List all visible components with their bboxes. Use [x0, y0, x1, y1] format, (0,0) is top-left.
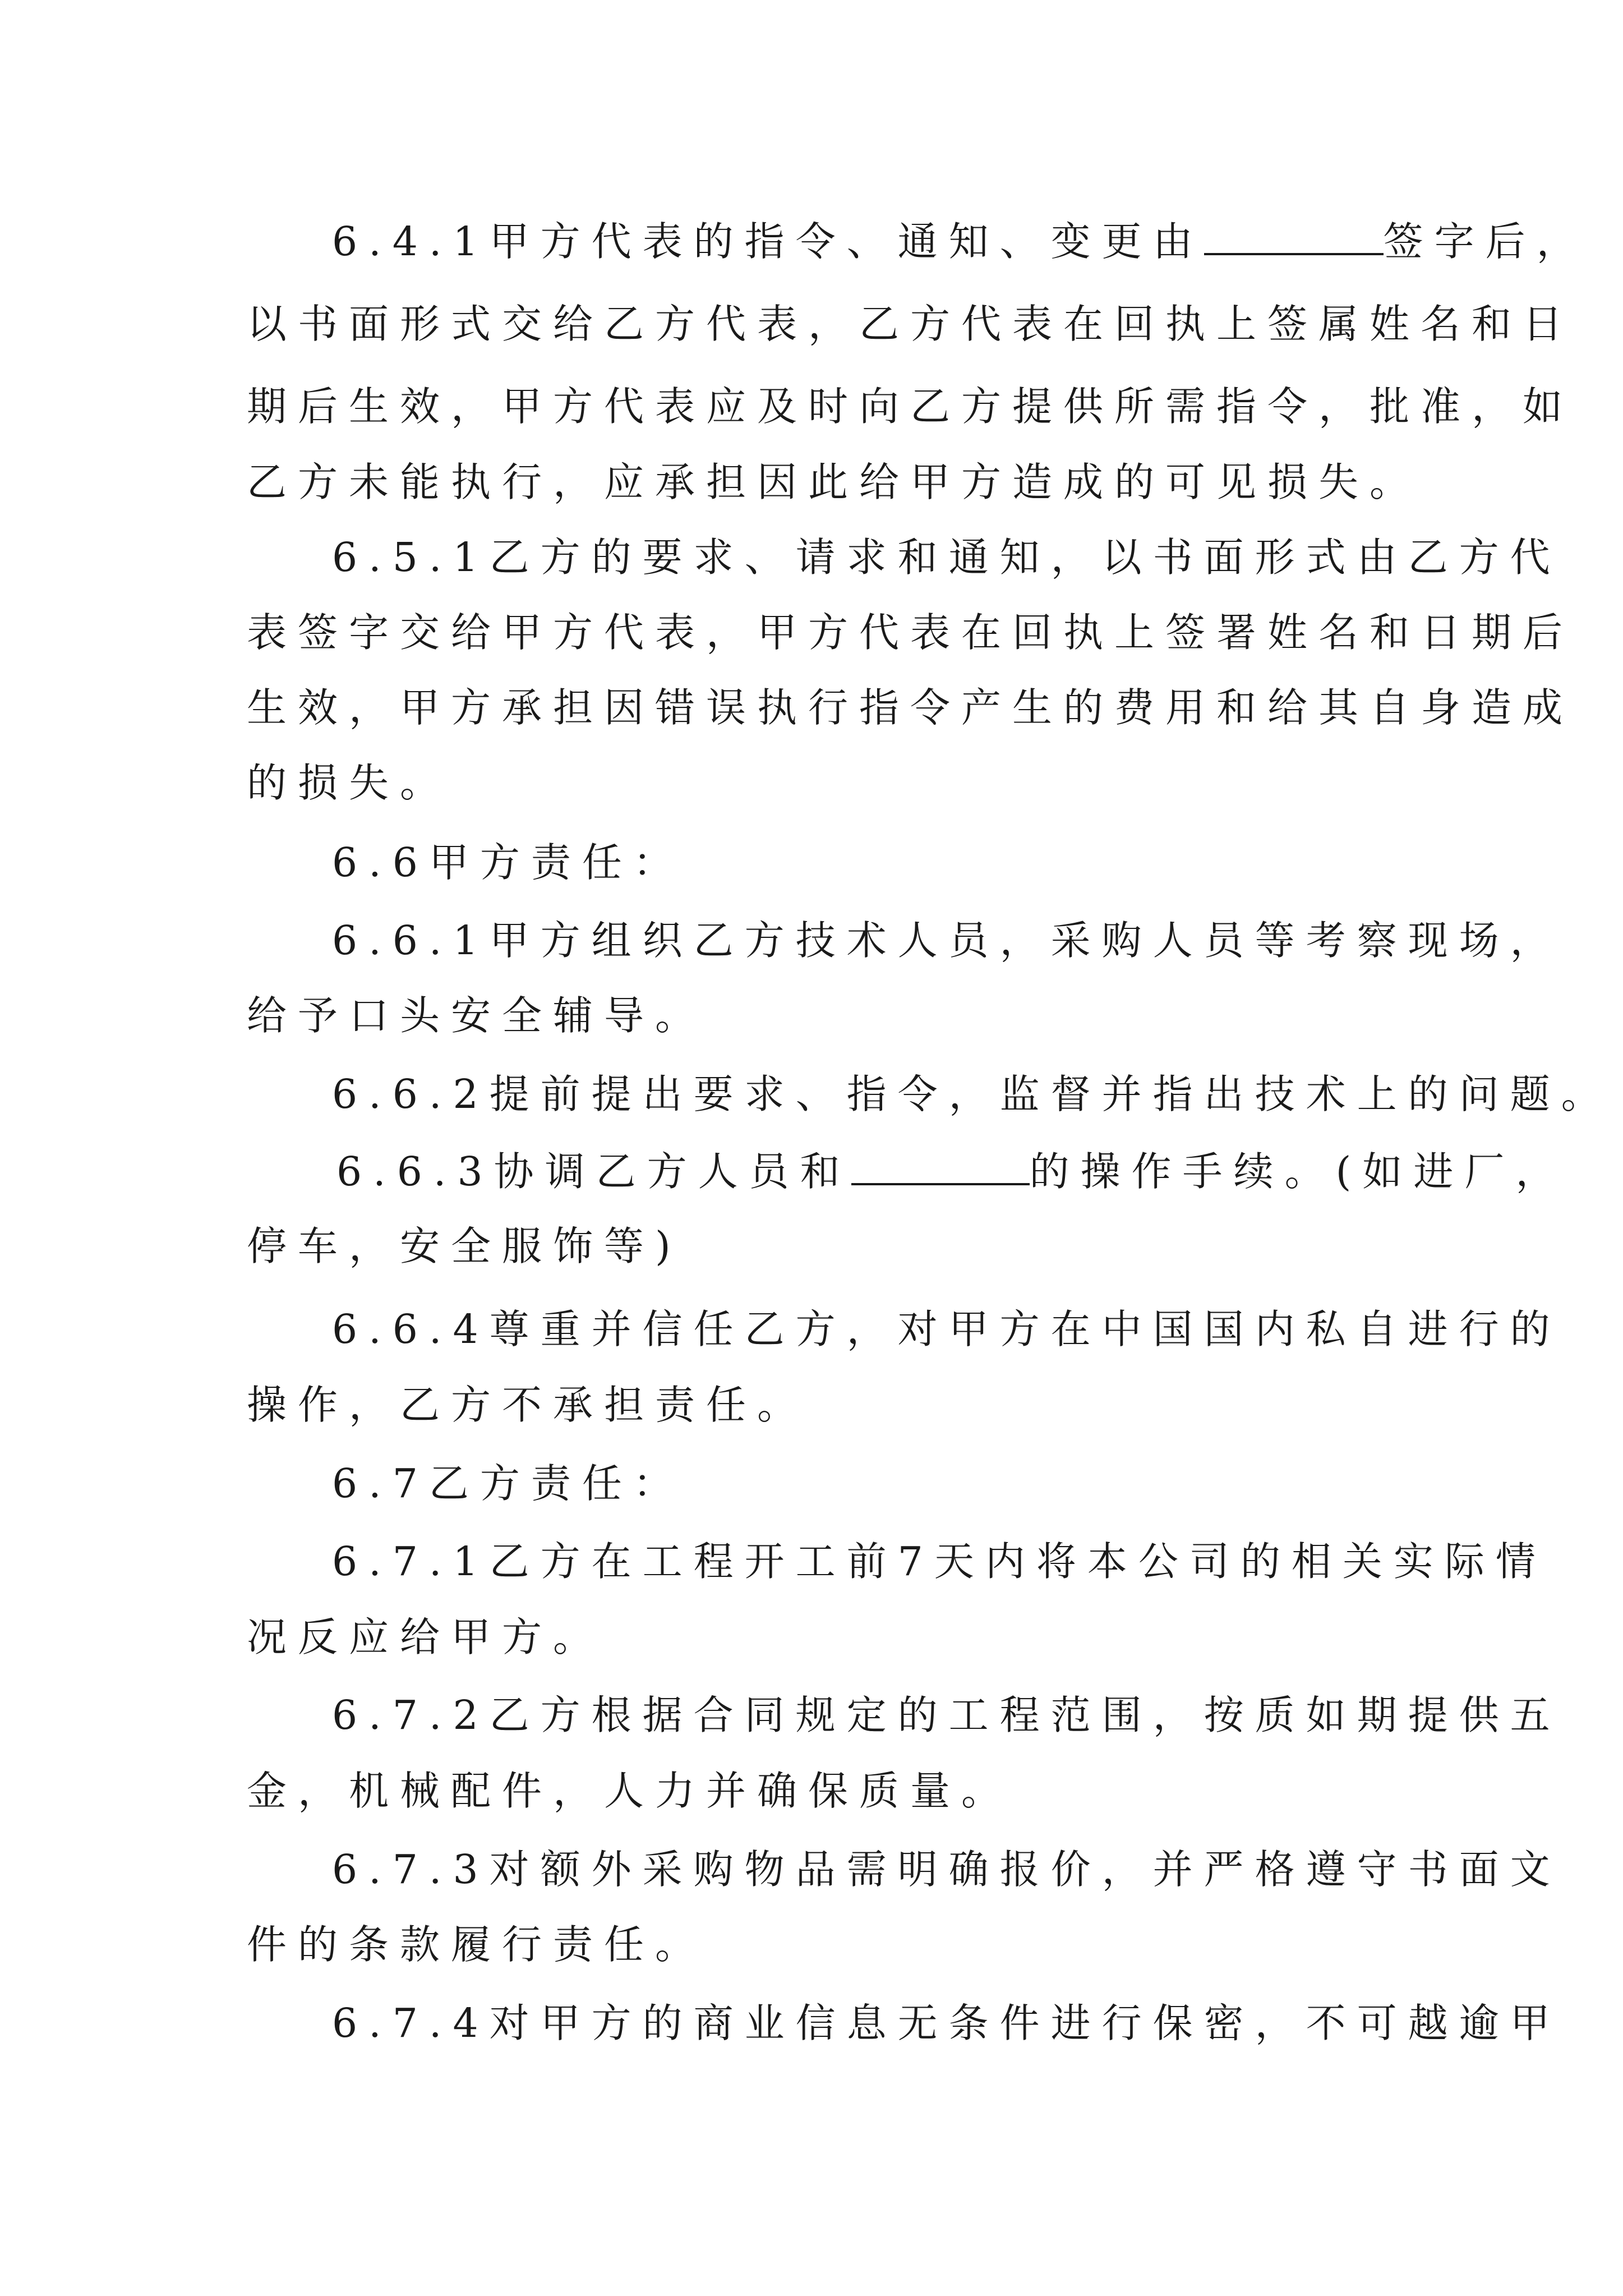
clause-6-5-1-line-2: 表签字交给甲方代表，甲方代表在回执上签署姓名和日期后 [247, 609, 1574, 656]
clause-6-5-1-line-1: 6.5.1乙方的要求、请求和通知，以书面形式由乙方代 [332, 534, 1561, 581]
clause-6-6-3-text-a: 6.6.3协调乙方人员和 [336, 1148, 851, 1195]
clause-6-6-2: 6.6.2提前提出要求、指令，监督并指出技术上的问题。 [332, 1071, 1612, 1117]
clause-6-7-2-line-2: 金，机械配件，人力并确保质量。 [247, 1768, 1013, 1814]
clause-6-4-1-line-3: 期后生效，甲方代表应及时向乙方提供所需指令，批准，如 [247, 383, 1574, 430]
clause-6-7-1-line-2: 况反应给甲方。 [247, 1614, 605, 1660]
clause-6-6-3-line-1 [336, 1141, 1567, 1203]
clause-6-6-3-text-b: 的操作手续。(如进厂， [1029, 1148, 1567, 1195]
signatory-blank [1204, 218, 1384, 255]
clause-6-7-3-line-1: 6.7.3对额外采购物品需明确报价，并严格遵守书面文 [332, 1846, 1561, 1893]
clause-6-6-1-line-2: 给予口头安全辅导。 [247, 992, 707, 1039]
clause-6-6-1-line-1: 6.6.1甲方组织乙方技术人员，采购人员等考察现场， [332, 917, 1561, 964]
section-6-7-heading: 6.7乙方责任： [332, 1460, 684, 1507]
clause-6-4-1-line-2: 以书面形式交给乙方代表，乙方代表在回执上签属姓名和日 [247, 301, 1574, 347]
clause-6-7-1-line-1: 6.7.1乙方在工程开工前7天内将本公司的相关实际情 [332, 1538, 1547, 1585]
clause-6-7-3-line-2: 件的条款履行责任。 [247, 1921, 707, 1968]
clause-6-7-4-line-1: 6.7.4对甲方的商业信息无条件进行保密，不可越逾甲 [332, 2000, 1561, 2046]
section-6-6-heading: 6.6甲方责任： [332, 839, 684, 886]
party-blank [851, 1148, 1030, 1185]
clause-6-6-4-line-1: 6.6.4尊重并信任乙方，对甲方在中国国内私自进行的 [332, 1306, 1561, 1352]
clause-6-4-1-text-a: 6.4.1甲方代表的指令、通知、变更由 [332, 218, 1204, 265]
clause-6-6-3-line-2: 停车，安全服饰等) [247, 1223, 682, 1269]
clause-6-7-2-line-1: 6.7.2乙方根据合同规定的工程范围，按质如期提供五 [332, 1692, 1561, 1738]
clause-6-4-1-line-1 [332, 211, 1588, 273]
clause-6-6-4-line-2: 操作，乙方不承担责任。 [247, 1382, 809, 1428]
clause-6-5-1-line-4: 的损失。 [247, 760, 451, 806]
clause-6-4-1-text-b: 签字后， [1383, 218, 1588, 265]
clause-6-5-1-line-3: 生效，甲方承担因错误执行指令产生的费用和给其自身造成 [247, 684, 1574, 731]
clause-6-4-1-line-4: 乙方未能执行，应承担因此给甲方造成的可见损失。 [247, 459, 1421, 505]
